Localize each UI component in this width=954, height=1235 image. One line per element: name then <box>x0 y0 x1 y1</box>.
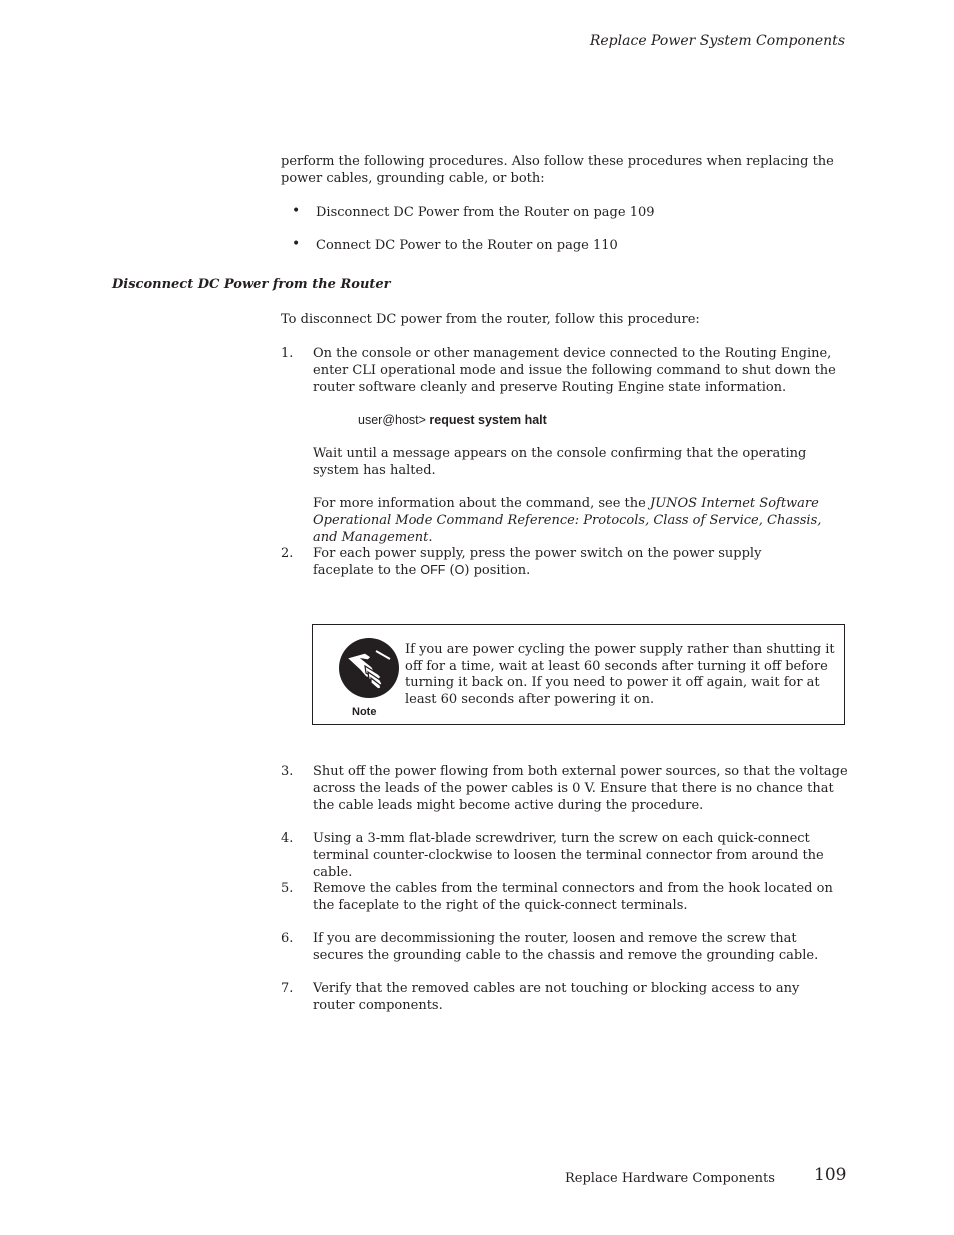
bullet-marker: • <box>292 203 301 219</box>
step-text: On the console or other management device connected to the Routing Engine, enter CLI operational mode and issue the following command to shut down the router software cleanly and preserve Routing Engine state information. <box>313 346 836 395</box>
step-number: 1. <box>281 346 294 361</box>
step-number: 6. <box>281 931 294 946</box>
off-label: OFF <box>420 563 446 577</box>
cli-command-text: request system halt <box>429 413 547 427</box>
step-text: Using a 3-mm flat-blade screwdriver, turn the screw on each quick-connect terminal counter-clockwise to loosen the terminal connector from around the cable. <box>313 831 824 880</box>
page-number: 109 <box>814 1165 847 1185</box>
step-text: Remove the cables from the terminal connectors and from the hook located on the faceplate to the right of the quick-connect terminals. <box>313 881 833 913</box>
intro-paragraph: perform the following procedures. Also follow these procedures when replacing the power cables, grounding cable, or both: <box>281 154 834 186</box>
reference-prefix: For more information about the command, see the <box>313 496 650 511</box>
bullet-item: Connect DC Power to the Router on page 110 <box>316 238 618 253</box>
reference-title: JUNOS Internet Software Operational Mode Command Reference: Protocols, Class of Service, Chassis, and Management <box>313 496 822 545</box>
bullet-marker: • <box>292 236 301 252</box>
step-text-part: ( <box>445 563 455 578</box>
section-heading: Disconnect DC Power from the Router <box>112 277 391 292</box>
step-text: Shut off the power flowing from both external power sources, so that the voltage across the leads of the power cables is 0 V. Ensure that there is no chance that the cable leads might become active during the procedure. <box>313 764 848 813</box>
o-label: O <box>454 563 465 577</box>
step-text <box>313 545 818 579</box>
section-lead: To disconnect DC power from the router, follow this procedure: <box>281 312 700 327</box>
bullet-item: Disconnect DC Power from the Router on page 109 <box>316 205 655 220</box>
step-reference <box>313 495 848 546</box>
step-number: 3. <box>281 764 294 779</box>
step-number: 4. <box>281 831 294 846</box>
step-text: If you are decommissioning the router, loosen and remove the screw that secures the grounding cable to the chassis and remove the grounding cable. <box>313 931 819 963</box>
step-text-part: For each power supply, press the power switch on the power supply faceplate to the <box>313 546 762 578</box>
pointing-hand-icon <box>338 637 400 699</box>
running-header: Replace Power System Components <box>589 33 845 49</box>
note-text: If you are power cycling the power supply rather than shutting it off for a time, wait at least 60 seconds after turning it off before turning it back on. If you need to power it off again, wait for at least 60 seconds after powering it on. <box>405 642 835 707</box>
footer-label: Replace Hardware Components <box>565 1171 775 1186</box>
step-number: 2. <box>281 546 294 561</box>
step-number: 5. <box>281 881 294 896</box>
reference-suffix: . <box>428 530 433 545</box>
step-wait-text: Wait until a message appears on the console confirming that the operating system has halted. <box>313 446 807 478</box>
step-text-part: ) position. <box>464 563 531 578</box>
step-number: 7. <box>281 981 294 996</box>
cli-command <box>358 412 547 429</box>
note-label: Note <box>352 706 377 718</box>
cli-prompt: user@host> <box>358 413 430 427</box>
step-text: Verify that the removed cables are not touching or blocking access to any router components. <box>313 981 800 1013</box>
